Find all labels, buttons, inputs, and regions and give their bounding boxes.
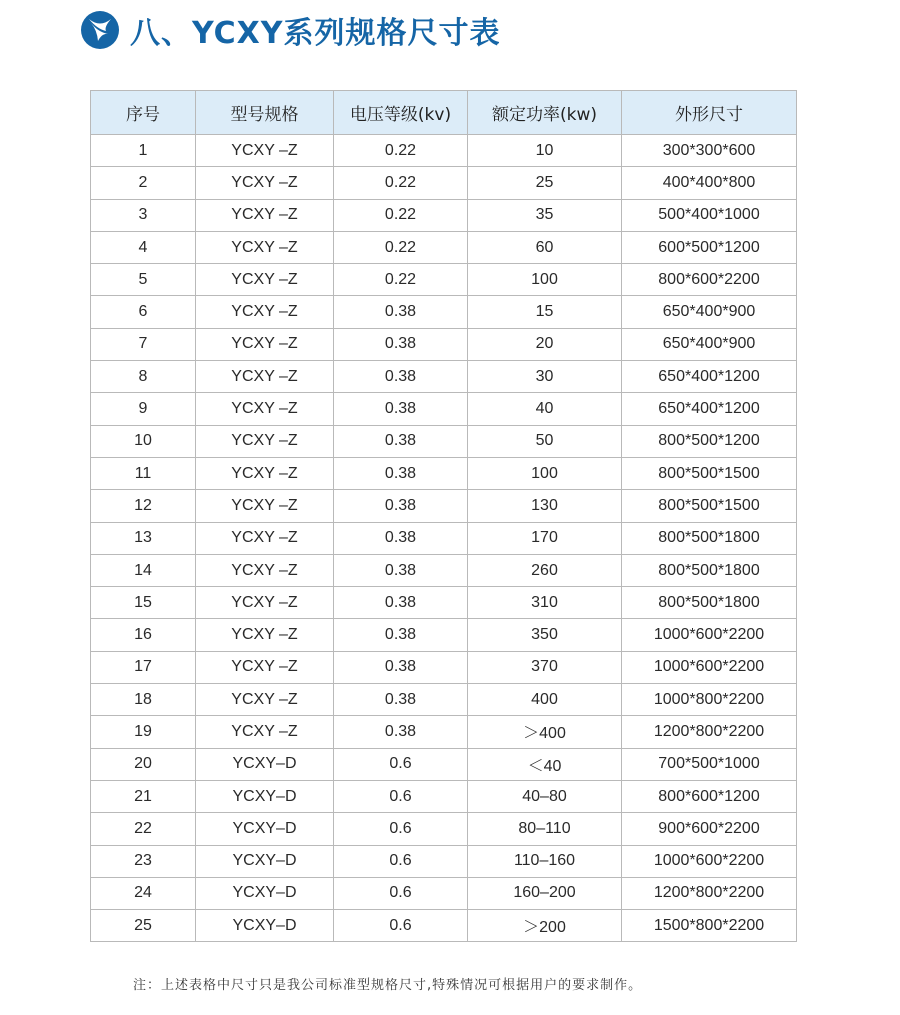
cell-dimensions: 500*400*1000 (622, 199, 797, 231)
table-row (91, 361, 797, 393)
cell-power: ＞200 (468, 910, 622, 942)
table-row (91, 296, 797, 328)
page-title: 八、YCXY系列规格尺寸表 (130, 16, 501, 51)
cell-voltage: 0.38 (334, 296, 468, 328)
table-row (91, 587, 797, 619)
cell-model: YCXY –Z (196, 425, 334, 457)
header-index: 序号 (91, 91, 196, 135)
cell-dimensions: 1000*600*2200 (622, 619, 797, 651)
cell-model: YCXY –Z (196, 296, 334, 328)
table-row (91, 328, 797, 360)
company-logo-icon (80, 10, 120, 50)
cell-voltage: 0.38 (334, 554, 468, 586)
cell-voltage: 0.6 (334, 910, 468, 942)
cell-model: YCXY –Z (196, 651, 334, 683)
cell-voltage: 0.6 (334, 780, 468, 812)
cell-dimensions: 1000*600*2200 (622, 651, 797, 683)
table-row (91, 231, 797, 263)
cell-model: YCXY –Z (196, 231, 334, 263)
cell-model: YCXY –Z (196, 135, 334, 167)
cell-index: 10 (91, 425, 196, 457)
cell-dimensions: 1500*800*2200 (622, 910, 797, 942)
cell-index: 19 (91, 716, 196, 748)
cell-index: 18 (91, 684, 196, 716)
cell-index: 23 (91, 845, 196, 877)
cell-dimensions: 1200*800*2200 (622, 716, 797, 748)
cell-power: 160–200 (468, 877, 622, 909)
cell-voltage: 0.38 (334, 361, 468, 393)
cell-index: 14 (91, 554, 196, 586)
cell-voltage: 0.22 (334, 199, 468, 231)
table-row (91, 780, 797, 812)
cell-dimensions: 800*500*1800 (622, 587, 797, 619)
cell-dimensions: 800*600*1200 (622, 780, 797, 812)
table-row (91, 748, 797, 780)
cell-model: YCXY –Z (196, 393, 334, 425)
footnote: 注：上述表格中尺寸只是我公司标准型规格尺寸,特殊情况可根据用户的要求制作。 (133, 978, 643, 993)
cell-voltage: 0.38 (334, 587, 468, 619)
cell-voltage: 0.22 (334, 264, 468, 296)
cell-dimensions: 800*500*1800 (622, 522, 797, 554)
cell-dimensions: 800*500*1200 (622, 425, 797, 457)
header-power: 额定功率(kw) (468, 91, 622, 135)
cell-index: 13 (91, 522, 196, 554)
cell-dimensions: 400*400*800 (622, 167, 797, 199)
cell-dimensions: 900*600*2200 (622, 813, 797, 845)
cell-index: 25 (91, 910, 196, 942)
cell-dimensions: 650*400*900 (622, 296, 797, 328)
table-row (91, 167, 797, 199)
table-row (91, 554, 797, 586)
cell-model: YCXY –Z (196, 328, 334, 360)
cell-index: 11 (91, 457, 196, 489)
table-row (91, 877, 797, 909)
table-header-row (91, 91, 797, 135)
cell-power: 350 (468, 619, 622, 651)
cell-index: 24 (91, 877, 196, 909)
cell-dimensions: 1000*800*2200 (622, 684, 797, 716)
cell-voltage: 0.38 (334, 651, 468, 683)
cell-voltage: 0.38 (334, 619, 468, 651)
cell-model: YCXY –Z (196, 522, 334, 554)
cell-power: 400 (468, 684, 622, 716)
cell-power: 35 (468, 199, 622, 231)
cell-index: 9 (91, 393, 196, 425)
table-row (91, 425, 797, 457)
cell-index: 15 (91, 587, 196, 619)
cell-model: YCXY –Z (196, 167, 334, 199)
cell-model: YCXY –Z (196, 587, 334, 619)
cell-index: 16 (91, 619, 196, 651)
cell-index: 8 (91, 361, 196, 393)
table-row (91, 393, 797, 425)
cell-dimensions: 1000*600*2200 (622, 845, 797, 877)
cell-voltage: 0.38 (334, 425, 468, 457)
table-row (91, 199, 797, 231)
cell-power: 310 (468, 587, 622, 619)
cell-model: YCXY–D (196, 780, 334, 812)
cell-power: 370 (468, 651, 622, 683)
cell-dimensions: 700*500*1000 (622, 748, 797, 780)
cell-power: 40 (468, 393, 622, 425)
cell-model: YCXY–D (196, 910, 334, 942)
table-row (91, 264, 797, 296)
cell-power: 30 (468, 361, 622, 393)
cell-power: ＜40 (468, 748, 622, 780)
cell-dimensions: 1200*800*2200 (622, 877, 797, 909)
cell-power: 110–160 (468, 845, 622, 877)
cell-model: YCXY–D (196, 748, 334, 780)
header-voltage: 电压等级(kv) (334, 91, 468, 135)
cell-dimensions: 650*400*900 (622, 328, 797, 360)
cell-index: 5 (91, 264, 196, 296)
cell-index: 20 (91, 748, 196, 780)
header-model: 型号规格 (196, 91, 334, 135)
cell-voltage: 0.22 (334, 135, 468, 167)
page-heading (80, 8, 501, 52)
cell-power: 100 (468, 264, 622, 296)
cell-index: 1 (91, 135, 196, 167)
cell-voltage: 0.6 (334, 845, 468, 877)
cell-index: 12 (91, 490, 196, 522)
table-row (91, 490, 797, 522)
cell-voltage: 0.22 (334, 231, 468, 263)
cell-model: YCXY–D (196, 877, 334, 909)
cell-model: YCXY –Z (196, 457, 334, 489)
cell-voltage: 0.38 (334, 393, 468, 425)
cell-index: 21 (91, 780, 196, 812)
cell-model: YCXY –Z (196, 199, 334, 231)
cell-model: YCXY –Z (196, 684, 334, 716)
cell-power: 60 (468, 231, 622, 263)
cell-model: YCXY–D (196, 845, 334, 877)
cell-model: YCXY –Z (196, 490, 334, 522)
table-body (91, 135, 797, 942)
cell-dimensions: 800*600*2200 (622, 264, 797, 296)
cell-voltage: 0.38 (334, 328, 468, 360)
cell-power: 50 (468, 425, 622, 457)
cell-index: 4 (91, 231, 196, 263)
cell-power: 20 (468, 328, 622, 360)
table-row (91, 135, 797, 167)
cell-power: ＞400 (468, 716, 622, 748)
cell-index: 3 (91, 199, 196, 231)
table-row (91, 522, 797, 554)
cell-model: YCXY –Z (196, 361, 334, 393)
table-row (91, 716, 797, 748)
cell-model: YCXY –Z (196, 554, 334, 586)
cell-dimensions: 600*500*1200 (622, 231, 797, 263)
cell-power: 100 (468, 457, 622, 489)
cell-voltage: 0.38 (334, 490, 468, 522)
cell-power: 170 (468, 522, 622, 554)
table-row (91, 651, 797, 683)
cell-index: 17 (91, 651, 196, 683)
table-row (91, 619, 797, 651)
cell-index: 7 (91, 328, 196, 360)
cell-dimensions: 650*400*1200 (622, 361, 797, 393)
table-row (91, 457, 797, 489)
cell-power: 130 (468, 490, 622, 522)
cell-model: YCXY –Z (196, 264, 334, 296)
cell-dimensions: 800*500*1500 (622, 490, 797, 522)
table-row (91, 684, 797, 716)
cell-model: YCXY–D (196, 813, 334, 845)
cell-voltage: 0.6 (334, 748, 468, 780)
cell-power: 40–80 (468, 780, 622, 812)
table-row (91, 910, 797, 942)
cell-index: 6 (91, 296, 196, 328)
cell-voltage: 0.38 (334, 716, 468, 748)
spec-table (90, 90, 797, 942)
cell-voltage: 0.22 (334, 167, 468, 199)
cell-power: 15 (468, 296, 622, 328)
header-dimensions: 外形尺寸 (622, 91, 797, 135)
table-row (91, 813, 797, 845)
cell-power: 10 (468, 135, 622, 167)
table-row (91, 845, 797, 877)
cell-dimensions: 800*500*1800 (622, 554, 797, 586)
cell-dimensions: 650*400*1200 (622, 393, 797, 425)
cell-model: YCXY –Z (196, 716, 334, 748)
cell-dimensions: 800*500*1500 (622, 457, 797, 489)
cell-model: YCXY –Z (196, 619, 334, 651)
cell-index: 22 (91, 813, 196, 845)
cell-dimensions: 300*300*600 (622, 135, 797, 167)
cell-voltage: 0.38 (334, 457, 468, 489)
cell-power: 260 (468, 554, 622, 586)
cell-voltage: 0.38 (334, 684, 468, 716)
cell-power: 25 (468, 167, 622, 199)
cell-index: 2 (91, 167, 196, 199)
cell-voltage: 0.6 (334, 813, 468, 845)
cell-power: 80–110 (468, 813, 622, 845)
cell-voltage: 0.38 (334, 522, 468, 554)
cell-voltage: 0.6 (334, 877, 468, 909)
